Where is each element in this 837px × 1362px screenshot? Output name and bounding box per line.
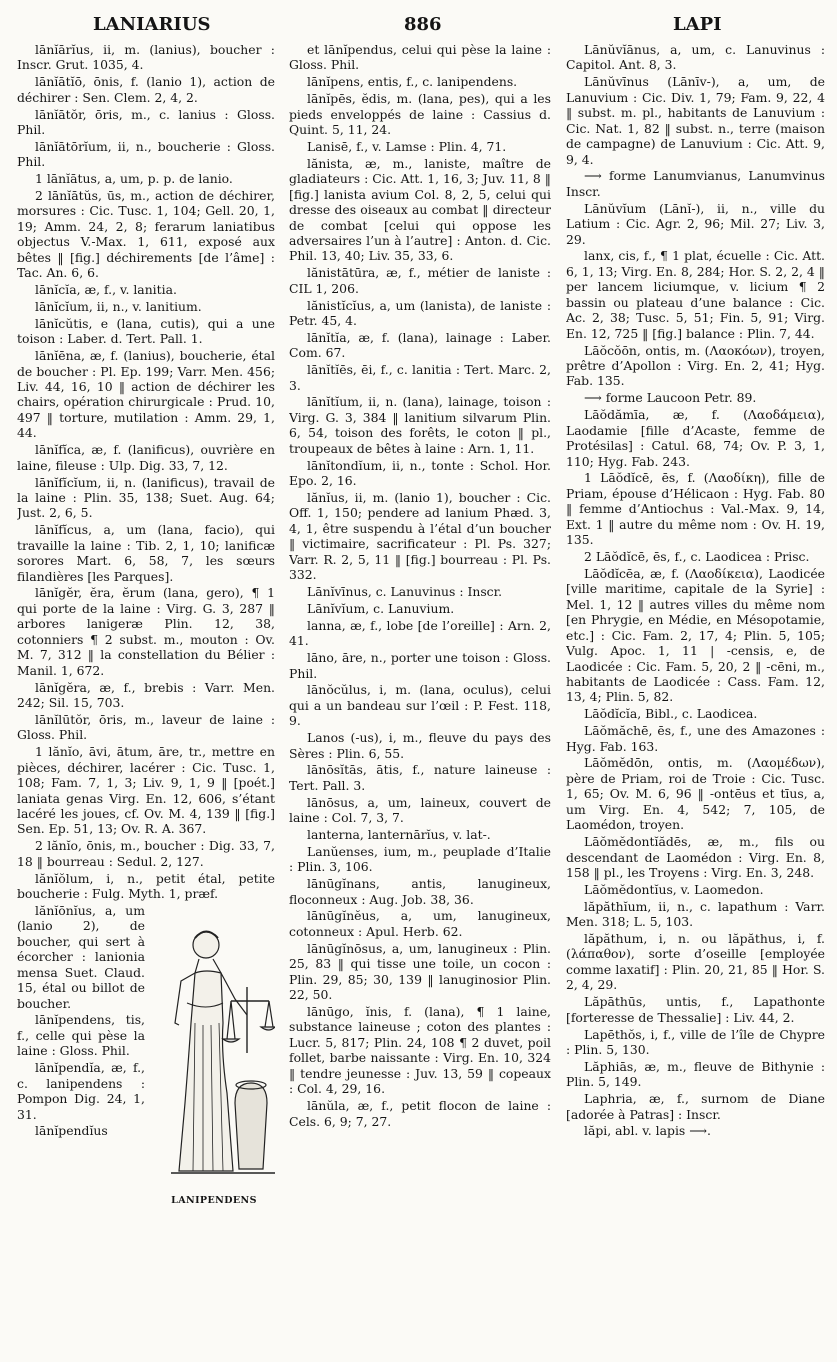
dictionary-entry: lānĭfĭcus, a, um (lana, facio), qui travaille la laine : Tib. 2, 1, 10; lanificæ sorores Mart. 6, 58, 7, les sœurs filandières [les Parques]. (17, 522, 275, 584)
dictionary-entry: lānŭla, æ, f., petit flocon de laine : Cels. 6, 9; 7, 27. (289, 1098, 551, 1129)
dictionary-entry: lānĭātĭō, ōnis, f. (lanio 1), action de déchirer : Sen. Clem. 2, 4, 2. (17, 74, 275, 105)
woman-weighing-wool-icon (151, 903, 275, 1195)
dictionary-entry: 2 lānĭātŭs, ūs, m., action de déchirer, morsures : Cic. Tusc. 1, 104; Gell. 20, 1, 19; Amm. 24, 2, 8; ferarum laniatibus objectus V.-Max. 1, 611, exposé aux bêtes ‖ [fig.] déchirements [de l’âme] : Tac. An. 6, 6. (17, 188, 275, 281)
dictionary-entry: Lāŏmĕdōn, ontis, m. (Λαομέδων), père de Priam, roi de Troie : Cic. Tusc. 1, 65; Ov. M. 6, 96 ‖ -ontēus et tīus, a, um Virg. En. 4, 542; 7, 105, de Laomédon, troyen. (566, 755, 825, 833)
dictionary-entry: Lăpāthūs, untis, f., Lapathonte [forteresse de Thessalie] : Liv. 44, 2. (566, 994, 825, 1025)
dictionary-entry: lānĭfĭcĭum, ii, n. (lanificus), travail de la laine : Plin. 35, 138; Suet. Aug. 64; Just. 2, 6, 5. (17, 474, 275, 521)
dictionary-entry: lăpi, abl. v. lapis ⟶. (584, 1123, 711, 1139)
dictionary-entry: lānūgĭnĕus, a, um, lanugineux, cotonneux : Apul. Herb. 62. (289, 908, 551, 939)
dictionary-entry: lănistātūra, æ, f., métier de laniste : CIL 1, 206. (289, 265, 551, 296)
dictionary-entry: ⟶ forme Lanumvianus, Lanumvinus Inscr. (566, 168, 825, 199)
dictionary-entry: Lānĭvīnus, c. Lanuvinus : Inscr. (307, 584, 503, 600)
dictionary-entry: lănĭus, ii, m. (lanio 1), boucher : Cic. Off. 1, 150; pendere ad lanium Phæd. 3, 4, 1, être suspendu à l’étal d’un boucher ‖ victimaire, sacrificateur : Pl. Ps. 327; Varr. R. 2, 5, 11 ‖ [fig.] bourreau : Pl. Ps. 332. (289, 489, 551, 583)
dictionary-entry: lānĭpēs, ĕdis, m. (lana, pes), qui a les pieds enveloppés de laine : Cassius d. Quint. 5, 11, 24. (289, 91, 551, 138)
dictionary-entry: lānĭfĭca, æ, f. (lanificus), ouvrière en laine, fileuse : Ulp. Dig. 33, 7, 12. (17, 442, 275, 473)
dictionary-entry: Lānŭvĭānus, a, um, c. Lanuvinus : Capitol. Ant. 8, 3. (566, 42, 825, 73)
page-number: 886 (404, 14, 442, 35)
column-2 (289, 42, 551, 1360)
dictionary-entry: lānĭgĕra, æ, f., brebis : Varr. Men. 242; Sil. 15, 703. (17, 679, 275, 711)
illustration-caption: LANIPENDENS (171, 1195, 257, 1207)
dictionary-entry: lānĭtĭa, æ, f. (lana), lainage : Laber. Com. 67. (289, 329, 551, 361)
dictionary-entry: lānĭpens, entis, f., c. lanipendens. (307, 74, 518, 90)
dictionary-entry: Laphria, æ, f., surnom de Diane [adorée à Patras] : Inscr. (566, 1091, 825, 1122)
dictionary-entry: Lanŭenses, ium, m., peuplade d’Italie : Plin. 3, 106. (289, 843, 551, 875)
dictionary-entry: Lāŏdĭcĭa, Bibl., c. Laodicea. (584, 706, 758, 722)
dictionary-entry: lăpăthĭum, ii, n., c. lapathum : Varr. Men. 318; L. 5, 103. (566, 898, 825, 930)
dictionary-entry: lănistĭcĭus, a, um (lanista), de laniste : Petr. 45, 4. (289, 297, 551, 329)
dictionary-entry: lānĭlūtŏr, ōris, m., laveur de laine : Gloss. Phil. (17, 711, 275, 743)
dictionary-entry: Lāŏmĕdontĭădēs, æ, m., fils ou descendant de Laomédon : Virg. En. 8, 158 ‖ pl., les Troyens : Virg. En. 3, 248. (566, 834, 825, 881)
dictionary-entry: lāno, āre, n., porter une toison : Gloss. Phil. (289, 650, 551, 681)
dictionary-entry: lanna, æ, f., lobe [de l’oreille] : Arn. 2, 41. (289, 617, 551, 649)
header-left-guideword: LANIARIUS (93, 14, 211, 35)
dictionary-entry: Lapēthŏs, i, f., ville de l’île de Chypre : Plin. 5, 130. (566, 1026, 825, 1057)
dictionary-entry: lānĭcĭum, ii, n., v. lanitium. (35, 298, 202, 314)
dictionary-entry: lānĭcŭtis, e (lana, cutis), qui a une toison : Laber. d. Tert. Pall. 1. (17, 315, 275, 347)
dictionary-entry: lānōsus, a, um, laineux, couvert de laine : Col. 7, 3, 7. (289, 794, 551, 826)
dictionary-entry: 1 lānĭātus, a, um, p. p. de lanio. (35, 171, 233, 187)
header-right-guideword: LAPI (673, 14, 722, 35)
dictionary-entry: lănĭōnĭus, a, um (lanio 2), de boucher, qui sert à écorcher : lanionia mensa Suet. Claud. 15, étal ou billot de boucher. (17, 902, 145, 1011)
dictionary-entry: lănĭŏlum, i, n., petit étal, petite boucherie : Fulg. Myth. 1, præf. (17, 870, 275, 902)
dictionary-entry: lānĭpendĭa, æ, f., c. lanipendens : Pompon Dig. 24, 1, 31. (17, 1060, 145, 1122)
dictionary-entry: Lānŭvīnus (Lānīv-), a, um, de Lanuvium : Cic. Div. 1, 79; Fam. 9, 22, 4 ‖ subst. m. pl., habitants de Lanuvium : Cic. Nat. 1, 82 ‖ subst. n., terre (maison de campagne) de Lanuvium : Cic. Att. 9, 9, 4. (566, 74, 825, 167)
dictionary-entry: lānĭpendĭus (35, 1123, 108, 1139)
dictionary-entry: et lānĭpendus, celui qui pèse la laine : Gloss. Phil. (289, 42, 551, 73)
dictionary-entry: Lăphiās, æ, m., fleuve de Bithynie : Plin. 5, 149. (566, 1058, 825, 1090)
dictionary-entry: lānūgĭnans, antis, lanugineux, floconneux : Aug. Job. 38, 36. (289, 876, 551, 907)
dictionary-entry: lānĭātŏr, ōris, m., c. lanius : Gloss. Phil. (17, 106, 275, 138)
dictionary-entry: lānōsĭtās, ātis, f., nature laineuse : Tert. Pall. 3. (289, 762, 551, 793)
dictionary-entry: lānĭtĭēs, ēi, f., c. lanitia : Tert. Marc. 2, 3. (289, 362, 551, 393)
dictionary-entry: ⟶ forme Laucoon Petr. 89. (584, 390, 757, 406)
lanipendens-illustration (151, 903, 275, 1209)
dictionary-entry: 1 Lāŏdĭcē, ēs, f. (Λαοδίκη), fille de Priam, épouse d’Hélicaon : Hyg. Fab. 80 ‖ femme d’Antiochus : Val.-Max. 9, 14, Ext. 1 ‖ autre du même nom : Ov. H. 19, 135. (566, 470, 825, 548)
dictionary-entry: lanterna, lanternārĭus, v. lat-. (307, 827, 491, 843)
column-1 (17, 42, 275, 1360)
dictionary-entry: lānūgĭnōsus, a, um, lanugineux : Plin. 25, 83 ‖ qui tisse une toile, un cocon : Plin. 29, 85; 30, 139 ‖ lanuginosior Plin. 22, 50. (289, 940, 551, 1003)
dictionary-entry: Lānŭvĭum (Lānĭ-), ii, n., ville du Latium : Cic. Agr. 2, 96; Mil. 27; Liv. 3, 29. (566, 200, 825, 247)
dictionary-entry: lānĭgĕr, ĕra, ĕrum (lana, gero), ¶ 1 qui porte de la laine : Virg. G. 3, 287 ‖ arbores lanigeræ Plin. 12, 38, cotonniers ¶ 2 subst. m., mouton : Ov. M. 7, 312 ‖ la constellation du Bélier : Manil. 1, 672. (17, 585, 275, 678)
dictionary-entry: 2 Lāŏdĭcē, ēs, f., c. Laodicea : Prisc. (584, 549, 810, 565)
dictionary-entry: lănista, æ, m., laniste, maître de gladiateurs : Cic. Att. 1, 16, 3; Juv. 11, 8 ‖ [fig.] lanista avium Col. 8, 2, 5, celui qui dresse des oiseaux au combat ‖ directeur de combat [celui qui oppose les adversaires l’un à l’autre] : Anton. d. Cic. Phil. 13, 40; Liv. 35, 33, 6. (289, 155, 551, 264)
dictionary-entry: lānĭārĭus, ii, m. (lanius), boucher : Inscr. Grut. 1035, 4. (17, 42, 275, 73)
running-header (0, 14, 837, 36)
dictionary-entry: lanx, cis, f., ¶ 1 plat, écuelle : Cic. Att. 6, 1, 13; Virg. En. 8, 284; Hor. S. 2, 2, 4 ‖ per lancem liciumque, v. licium ¶ 2 bassin ou plateau d’une balance : Cic. Ac. 2, 38; Tusc. 5, 51; Fin. 5, 91; Virg. En. 12, 725 ‖ [fig.] balance : Plin. 7, 44. (566, 248, 825, 341)
dictionary-entry: lānĭēna, æ, f. (lanius), boucherie, étal de boucher : Pl. Ep. 199; Varr. Men. 456; Liv. 44, 16, 10 ‖ action de déchirer les chairs, opération chirurgicale : Prud. 10, 497 ‖ torture, mutilation : Amm. 29, 1, 44. (17, 348, 275, 441)
dictionary-entry: Lanos (-us), i, m., fleuve du pays des Sères : Plin. 6, 55. (289, 730, 551, 761)
dictionary-entry: lānĭtĭum, ii, n. (lana), lainage, toison : Virg. G. 3, 384 ‖ lanitium silvarum Plin. 6, 54, toison des forêts, le coton ‖ pl., troupeaux de bêtes à laine : Arn. 1, 11. (289, 394, 551, 456)
dictionary-entry: lăpăthum, i, n. ou lăpăthus, i, f. (λάπαθον), sorte d’oseille [employée comme laxatif] : Plin. 20, 21, 85 ‖ Hor. S. 2, 4, 29. (566, 931, 825, 993)
dictionary-entry: 1 lănĭo, āvi, ātum, āre, tr., mettre en pièces, déchirer, lacérer : Cic. Tusc. 1, 108; Fam. 7, 1, 3; Liv. 9, 1, 9 ‖ [poét.] laniata genas Virg. En. 12, 606, s’étant lacéré les joues, cf. Ov. M. 4, 139 ‖ [fig.] Sen. Ep. 51, 13; Ov. R. A. 367. (17, 744, 275, 837)
dictionary-entry: lānĭātōrĭum, ii, n., boucherie : Gloss. Phil. (17, 138, 275, 170)
dictionary-entry: lānūgo, ĭnis, f. (lana), ¶ 1 laine, substance laineuse ; coton des plantes : Lucr. 5, 817; Plin. 24, 108 ¶ 2 duvet, poil follet, barbe naissante : Virg. En. 10, 324 ‖ tendre jeunesse : Juv. 13, 59 ‖ copeaux : Col. 4, 29, 16. (289, 1003, 551, 1097)
dictionary-entry: lānĭtondĭum, ii, n., tonte : Schol. Hor. Epo. 2, 16. (289, 457, 551, 489)
dictionary-entry: Lānĭvĭum, c. Lanuvium. (307, 600, 455, 616)
dictionary-entry: lānŏcŭlus, i, m. (lana, oculus), celui qui a un bandeau sur l’œil : P. Fest. 118, 9. (289, 682, 551, 729)
dictionary-entry: Lāŏdĭcēa, æ, f. (Λαοδίκεια), Laodicée [ville maritime, capitale de la Syrie] : Mel. 1, 12 ‖ autres villes du même nom [en Phrygie, en Médie, en Mésopotamie, etc.] : Cic. Fam. 2, 17, 4; Plin. 5, 105; Vulg. Apoc. 1, 11 | -censis, e, de Laodicée : Cic. Fam. 5, 20, 2 ‖ -cēni, m., habitants de Laodicée : Cass. Fam. 12, 13, 4; Plin. 5, 82. (566, 565, 825, 705)
dictionary-entry: Lanisē, f., v. Lamse : Plin. 4, 71. (307, 138, 507, 154)
dictionary-entry: Lāŏcŏōn, ontis, m. (Λαοκόων), troyen, prêtre d’Apollon : Virg. En. 2, 41; Hyg. Fab. 135. (566, 342, 825, 389)
dictionary-entry: lānĭpendens, tis, f., celle qui pèse la laine : Gloss. Phil. (17, 1012, 145, 1059)
dictionary-entry: 2 lănĭo, ōnis, m., boucher : Dig. 33, 7, 18 ‖ bourreau : Sedul. 2, 127. (17, 838, 275, 869)
dictionary-entry: Lāŏmăchē, ēs, f., une des Amazones : Hyg. Fab. 163. (566, 723, 825, 754)
dictionary-entry: Lāŏmĕdontĭus, v. Laomedon. (584, 881, 764, 897)
dictionary-entry: lānĭcĭa, æ, f., v. lanitia. (35, 282, 177, 298)
column-3 (566, 42, 825, 1360)
dictionary-entry: Lāŏdămīa, æ, f. (Λαοδάμεια), Laodamie [fille d’Acaste, femme de Protésilas] : Catul. 68, 74; Ov. P. 3, 1, 110; Hyg. Fab. 243. (566, 407, 825, 469)
